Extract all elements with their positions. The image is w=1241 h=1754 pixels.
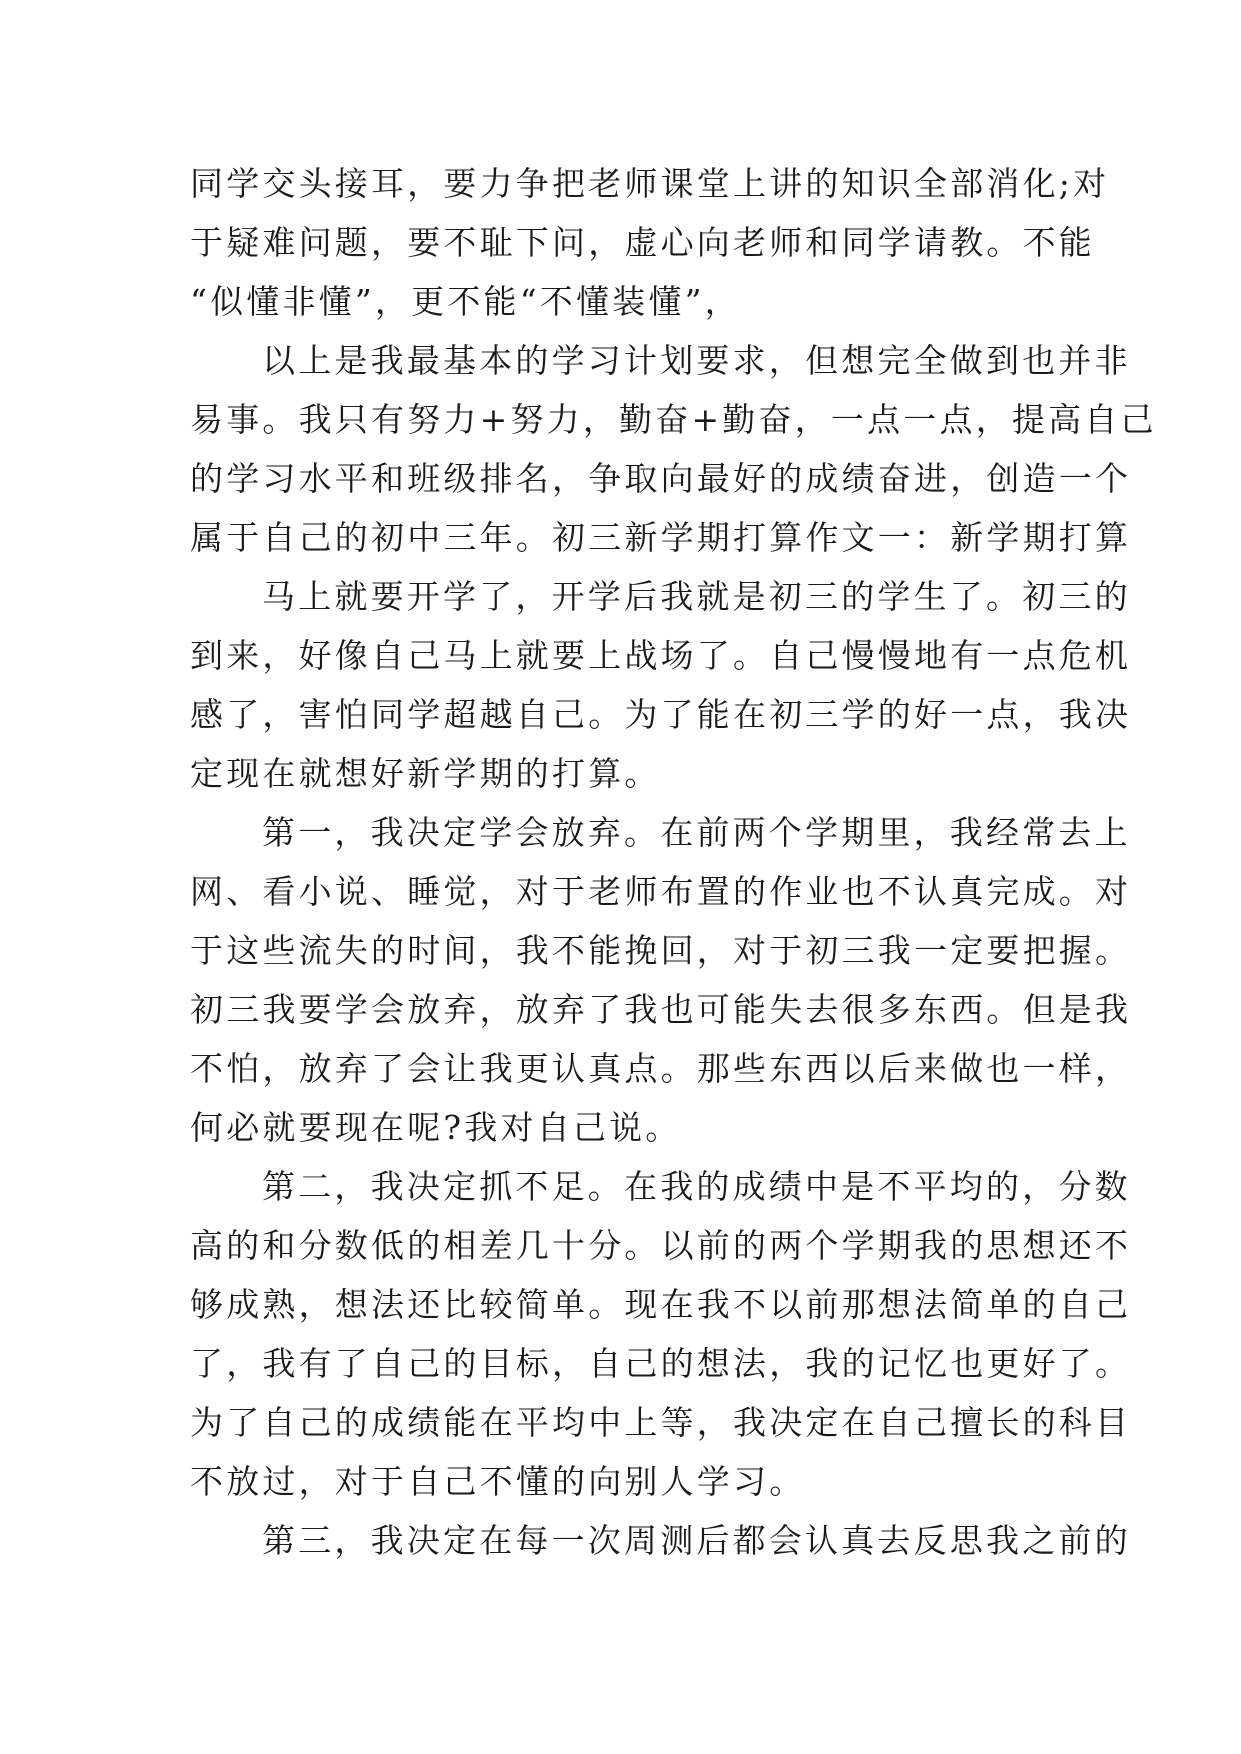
paragraph-start-line: 以上是我最基本的学习计划要求，但想完全做到也并非 [262,341,1131,380]
paragraph-start-line: 马上就要开学了，开学后我就是初三的学生了。初三的 [262,577,1131,616]
text-line: 于疑难问题，要不耻下问，虚心向老师和同学请教。不能 [190,223,1095,262]
text-line: 不怕，放弃了会让我更认真点。那些东西以后来做也一样， [190,1049,1132,1088]
text-line: 的学习水平和班级排名，争取向最好的成绩奋进，创造一个 [190,459,1132,498]
text-line: 于这些流失的时间，我不能挽回，对于初三我一定要把握。 [190,931,1132,970]
text-line: 了，我有了自己的目标，自己的想法，我的记忆也更好了。 [190,1344,1132,1383]
paragraph-start-line: 第二，我决定抓不足。在我的成绩中是不平均的，分数 [262,1167,1131,1206]
text-line: 感了，害怕同学超越自己。为了能在初三学的好一点，我决 [190,695,1132,734]
text-line: 为了自己的成绩能在平均中上等，我决定在自己擅长的科目 [190,1403,1132,1442]
text-line: 网、看小说、睡觉，对于老师布置的作业也不认真完成。对 [190,872,1132,911]
text-line: 易事。我只有努力+努力，勤奋+勤奋，一点一点，提高自己 [190,400,1157,439]
text-line: 够成熟，想法还比较简单。现在我不以前那想法简单的自己 [190,1285,1132,1324]
text-line: 不放过，对于自己不懂的向别人学习。 [190,1462,806,1501]
text-line: 高的和分数低的相差几十分。以前的两个学期我的思想还不 [190,1226,1132,1265]
text-line: 到来，好像自己马上就要上战场了。自己慢慢地有一点危机 [190,636,1132,675]
text-line: 属于自己的初中三年。初三新学期打算作文一：新学期打算 [190,518,1132,557]
text-line: 何必就要现在呢?我对自己说。 [190,1108,682,1147]
paragraph-start-line: 第一，我决定学会放弃。在前两个学期里，我经常去上 [262,813,1131,852]
text-line: 同学交头接耳，要力争把老师课堂上讲的知识全部消化;对 [190,164,1110,203]
document-body [190,154,1157,1570]
text-line: 初三我要学会放弃，放弃了我也可能失去很多东西。但是我 [190,990,1132,1029]
paragraph-start-line: 第三，我决定在每一次周测后都会认真去反思我之前的 [262,1521,1131,1560]
text-line: “似懂非懂”，更不能“不懂装懂”， [190,282,741,321]
text-line: 定现在就想好新学期的打算。 [190,754,661,793]
